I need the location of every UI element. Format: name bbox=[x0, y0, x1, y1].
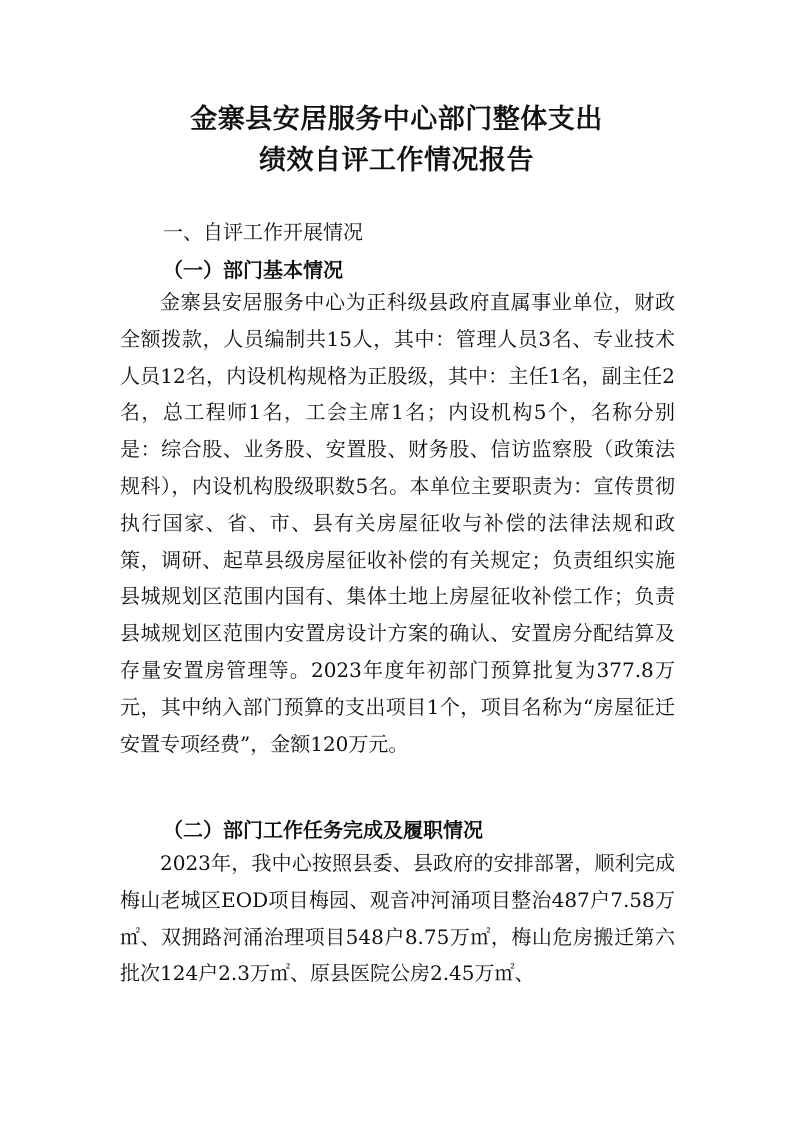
subsection-heading-basic-info: （一）部门基本情况 bbox=[163, 258, 343, 282]
document-title-line-1: 金寨县安居服务中心部门整体支出 bbox=[190, 104, 603, 135]
paragraph-basic-info: 金寨县安居服务中心为正科级县政府直属事业单位，财政全额拨款，人员编制共15人，其中：管理人员3名、专业技术人员12名，内设机构规格为正股级，其中：主任1名，副主任2名，总工程师1名，工会主席1名；内设机构5个，名称分别是：综合股、业务股、安置股、财务股、信访监察股（政策法规科），内设机构股级职数5名。本单位主要职责为：宣传贯彻执行国家、省、市、县有关房屋征收与补偿的法律法规和政策，调研、起草县级房屋征收补偿的有关规定；负责组织实施县城规划区范围内国有、集体土地上房屋征收补偿工作；负责县城规划区范围内安置房设计方案的确认、安置房分配结算及存量安置房管理等。2023年度年初部门预算批复为377.8万元，其中纳入部门预算的支出项目1个，项目名称为“房屋征迁安置专项经费”，金额120万元。 bbox=[120, 290, 675, 756]
subsection-heading-task-completion: （二）部门工作任务完成及履职情况 bbox=[163, 818, 483, 842]
document-title-line-2: 绩效自评工作情况报告 bbox=[259, 145, 534, 176]
section-heading-self-evaluation: 一、自评工作开展情况 bbox=[163, 220, 363, 244]
paragraph-task-completion: 2023年，我中心按照县委、县政府的安排部署，顺利完成梅山老城区EOD项目梅园、观音冲河涌项目整治487户7.58万㎡、双拥路河涌治理项目548户8.75万㎡，梅山危房搬迁第六批次124户2.3万㎡、原县医院公房2.45万㎡、 bbox=[120, 851, 675, 986]
